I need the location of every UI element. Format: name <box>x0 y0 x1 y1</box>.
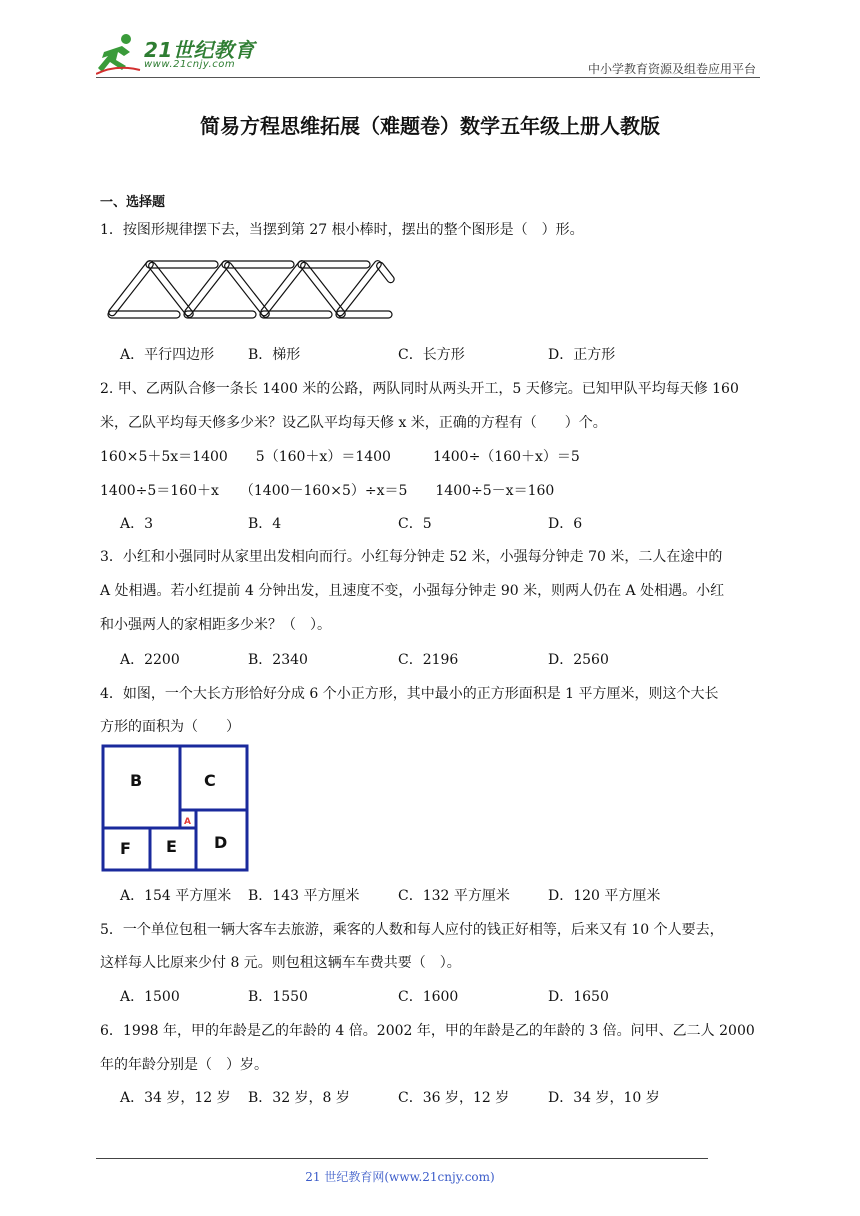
site-logo[interactable] <box>96 32 266 76</box>
option-d[interactable]: D．120 平方厘米 <box>548 888 661 904</box>
footer-divider <box>96 1158 708 1159</box>
figure-label-e: E <box>166 837 177 856</box>
option-d[interactable]: D．2560 <box>548 652 609 668</box>
figure-label-f: F <box>120 839 131 858</box>
question-5-text: 5．一个单位包租一辆大客车去旅游，乘客的人数和每人应付的钱正好相等，后来又有 10 个人要去， <box>100 922 724 938</box>
runner-logo-icon <box>96 32 142 76</box>
option-a[interactable]: A．34 岁，12 岁 <box>120 1090 231 1106</box>
section-heading: 一、选择题 <box>100 195 166 210</box>
option-b[interactable]: B．2340 <box>248 652 308 668</box>
question-2-equations-1: 160×5＋5x＝1400 5（160＋x）＝1400 1400÷（160＋x）＝5 <box>100 449 580 465</box>
option-a[interactable]: A．1500 <box>120 989 180 1005</box>
page-header <box>96 30 760 80</box>
option-c[interactable]: C．长方形 <box>398 347 465 363</box>
header-divider <box>96 77 760 78</box>
logo-url: www.21cnjy.com <box>144 59 236 70</box>
question-3-text: 3．小红和小强同时从家里出发相向而行。小红每分钟走 52 米，小强每分钟走 70 米，二人在途中的 <box>100 549 723 565</box>
option-a[interactable]: A．154 平方厘米 <box>120 888 232 904</box>
option-c[interactable]: C．2196 <box>398 652 459 668</box>
question-2-text: 2. 甲、乙两队合修一条长 1400 米的公路，两队同时从两头开工，5 天修完。已知甲队平均每天修 160 <box>100 381 739 397</box>
option-a[interactable]: A．2200 <box>120 652 180 668</box>
page-title: 简易方程思维拓展（难题卷）数学五年级上册人教版 <box>200 114 660 138</box>
option-a[interactable]: A．3 <box>120 516 154 532</box>
option-d[interactable]: D．正方形 <box>548 347 616 363</box>
option-b[interactable]: B．1550 <box>248 989 308 1005</box>
option-c[interactable]: C．132 平方厘米 <box>398 888 510 904</box>
option-d[interactable]: D．1650 <box>548 989 609 1005</box>
option-d[interactable]: D．6 <box>548 516 583 532</box>
option-b[interactable]: B．32 岁，8 岁 <box>248 1090 350 1106</box>
figure-label-d: D <box>214 833 228 852</box>
option-c[interactable]: C．36 岁，12 岁 <box>398 1090 510 1106</box>
question-1-text: 1．按图形规律摆下去，当摆到第 27 根小棒时，摆出的整个图形是（ ）形。 <box>100 222 584 238</box>
header-platform-text: 中小学教育资源及组卷应用平台 <box>587 62 756 76</box>
question-6-text-cont: 年的年龄分别是（ ）岁。 <box>100 1057 268 1073</box>
option-c[interactable]: C．1600 <box>398 989 459 1005</box>
option-c[interactable]: C．5 <box>398 516 432 532</box>
option-d[interactable]: D．34 岁，10 岁 <box>548 1090 660 1106</box>
option-b[interactable]: B．梯形 <box>248 347 301 363</box>
question-4-text: 4．如图，一个大长方形恰好分成 6 个小正方形，其中最小的正方形面积是 1 平方厘米，则这个大长 <box>100 686 719 702</box>
option-b[interactable]: B．143 平方厘米 <box>248 888 360 904</box>
figure-label-a: A <box>184 817 191 827</box>
question-3-text-cont-2: 和小强两人的家相距多少米？（ ）。 <box>100 617 331 633</box>
question-2-text-cont: 米，乙队平均每天修多少米？设乙队平均每天修 x 米，正确的方程有（ ）个。 <box>100 415 607 431</box>
squares-rectangle-figure <box>100 744 250 872</box>
question-4-text-cont: 方形的面积为（ ） <box>100 719 240 735</box>
question-5-text-cont: 这样每人比原来少付 8 元。则包租这辆车车费共要（ ）。 <box>100 955 461 971</box>
footer-link[interactable]: 21 世纪教育网(www.21cnjy.com) <box>305 1170 495 1184</box>
option-b[interactable]: B．4 <box>248 516 282 532</box>
question-2-equations-2: 1400÷5＝160＋x （1400－160×5）÷x＝5 1400÷5－x＝160 <box>100 483 555 499</box>
figure-label-c: C <box>204 771 216 790</box>
stick-triangles-figure <box>100 257 400 325</box>
figure-label-b: B <box>130 771 143 790</box>
question-6-text: 6．1998 年，甲的年龄是乙的年龄的 4 倍。2002 年，甲的年龄是乙的年龄的 3 倍。问甲、乙二人 2000 <box>100 1023 755 1039</box>
option-a[interactable]: A．平行四边形 <box>120 347 215 363</box>
logo-text: 21世纪教育 <box>144 38 255 62</box>
question-3-text-cont: A 处相遇。若小红提前 4 分钟出发，且速度不变，小强每分钟走 90 米，则两人仍在 A 处相遇。小红 <box>100 583 725 599</box>
